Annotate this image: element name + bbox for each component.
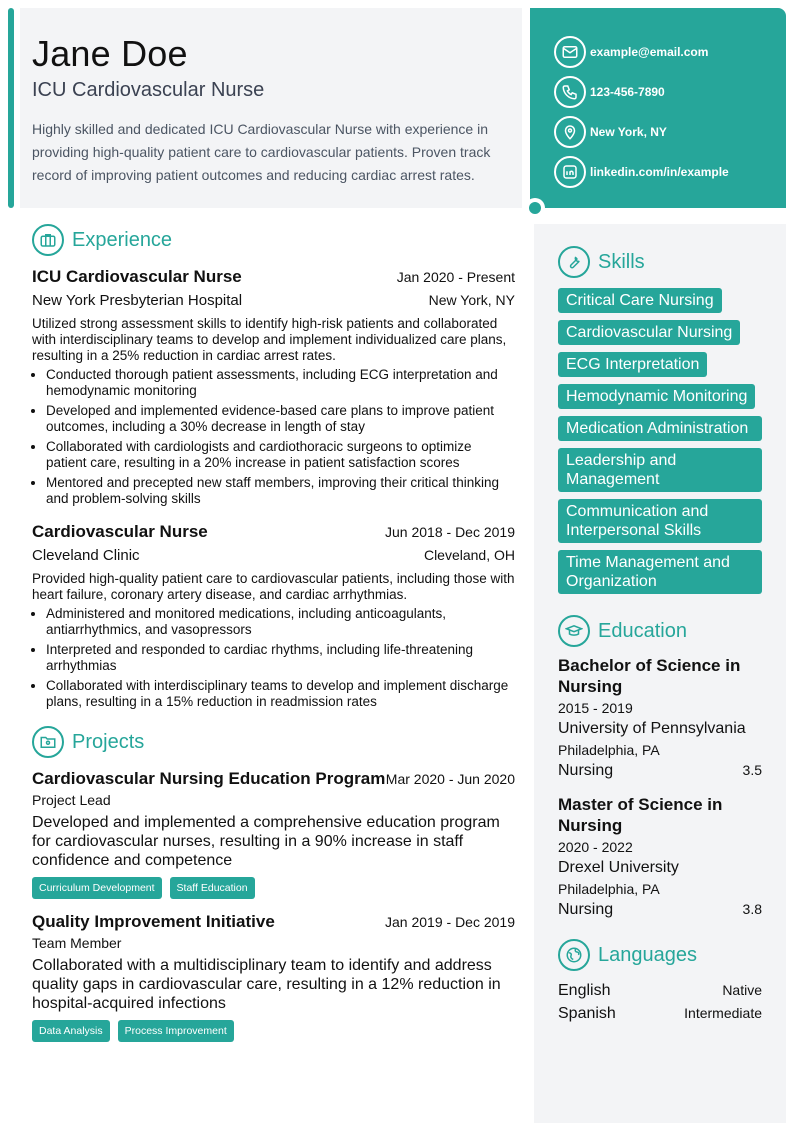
skill-tag: Time Management and Organization (558, 550, 762, 594)
degree: Bachelor of Science in Nursing (558, 656, 741, 696)
project-entry (32, 911, 515, 1042)
gpa: 3.8 (742, 901, 762, 917)
edu-years: 2015 - 2019 (558, 700, 633, 716)
contact-linkedin[interactable] (554, 152, 786, 192)
project-tags (32, 877, 515, 899)
skill-tag: Cardiovascular Nursing (558, 320, 740, 345)
folder-icon (32, 726, 64, 758)
project-title: Quality Improvement Initiative (32, 912, 275, 931)
project-tags (32, 1020, 515, 1042)
school-city: Philadelphia, PA (558, 881, 660, 897)
projects-heading (32, 726, 515, 758)
job-location: New York, NY (428, 292, 515, 308)
school-city: Philadelphia, PA (558, 742, 660, 758)
decorative-dot (525, 198, 545, 218)
skills-title: Skills (598, 250, 645, 273)
language-level: Intermediate (684, 1005, 762, 1021)
job-bullet: • Collaborated with interdisciplinary teams to develop and implement discharge plans, resulting in a 15% reduction in readmission rates (46, 678, 515, 710)
phone-icon (554, 76, 586, 108)
job-description: Provided high-quality patient care to cardiovascular patients, including those with heart failure, coronary artery disease, and cardiac arrhythmias. (32, 571, 515, 602)
main-column (32, 224, 515, 1042)
edu-years: 2020 - 2022 (558, 839, 633, 855)
project-tag: Data Analysis (32, 1020, 110, 1042)
skill-tag: Hemodynamic Monitoring (558, 384, 755, 409)
job-dates: Jun 2018 - Dec 2019 (385, 524, 515, 540)
sidebar (534, 224, 786, 1123)
job-company: New York Presbyterian Hospital (32, 292, 243, 309)
experience-title: Experience (72, 228, 173, 251)
job-bullets (32, 367, 515, 507)
candidate-title: ICU Cardiovascular Nurse (32, 79, 265, 101)
job-company: Cleveland Clinic (32, 547, 140, 564)
job-entry (32, 521, 515, 710)
project-tag: Staff Education (170, 877, 255, 899)
job-entry (32, 266, 515, 507)
skill-tag: Leadership and Management (558, 448, 762, 492)
map-pin-icon (554, 116, 586, 148)
language-name: Spanish (558, 1005, 616, 1022)
contact-panel (530, 8, 786, 208)
project-title: Cardiovascular Nursing Education Program (32, 769, 386, 788)
summary: Highly skilled and dedicated ICU Cardiovascular Nurse with experience in providing high-quality patient care to cardiovascular patients. Proven track record of improving patient outcomes and reducing cardiac arrest rates. (32, 121, 491, 183)
project-role: Project Lead (32, 792, 111, 808)
gpa: 3.5 (742, 762, 762, 778)
contact-location (554, 112, 786, 152)
linkedin-icon (554, 156, 586, 188)
project-dates: Mar 2020 - Jun 2020 (385, 771, 515, 787)
project-entry (32, 768, 515, 899)
language-level: Native (722, 982, 762, 998)
projects-title: Projects (72, 730, 145, 753)
job-title: ICU Cardiovascular Nurse (32, 267, 242, 286)
project-description: Collaborated with a multidisciplinary team to identify and address quality gaps in cardiovascular care, resulting in a 12% reduction in hospital-acquired infections (32, 957, 501, 1012)
languages-heading (558, 939, 762, 971)
job-bullets (32, 606, 515, 710)
email-text: example@email.com (590, 45, 709, 59)
project-dates: Jan 2019 - Dec 2019 (385, 914, 515, 930)
language-list (558, 979, 762, 1025)
contact-phone[interactable] (554, 72, 786, 112)
education-heading (558, 615, 762, 647)
school: University of Pennsylvania (558, 720, 746, 737)
job-bullet: • Administered and monitored medications, including anticoagulants, antiarrhythmics, and vasopressors (46, 606, 515, 638)
briefcase-icon (32, 224, 64, 256)
language-name: English (558, 982, 611, 999)
skill-tag: Critical Care Nursing (558, 288, 722, 313)
project-role: Team Member (32, 935, 122, 951)
job-bullet: • Collaborated with cardiologists and cardiothoracic surgeons to optimize patient care, resulting in a 20% increase in patient satisfaction scores (46, 439, 515, 471)
field-of-study: Nursing (558, 901, 614, 918)
language-item (558, 1002, 762, 1025)
graduation-cap-icon (558, 615, 590, 647)
skills-heading (558, 246, 762, 278)
language-item (558, 979, 762, 1002)
candidate-name: Jane Doe (32, 33, 188, 74)
contact-email[interactable] (554, 32, 786, 72)
languages-title: Languages (598, 943, 697, 966)
field-of-study: Nursing (558, 762, 614, 779)
degree: Master of Science in Nursing (558, 795, 723, 835)
job-bullet: • Interpreted and responded to cardiac rhythms, including life-threatening arrhythmias (46, 642, 515, 674)
education-entry (558, 655, 762, 782)
project-tag: Process Improvement (118, 1020, 234, 1042)
header (20, 8, 522, 208)
job-bullet: • Mentored and precepted new staff members, improving their critical thinking and problem-solving skills (46, 475, 515, 507)
accent-bar (8, 8, 14, 208)
job-dates: Jan 2020 - Present (396, 269, 515, 285)
experience-heading (32, 224, 515, 256)
linkedin-text: linkedin.com/in/example (590, 165, 729, 179)
education-title: Education (598, 619, 687, 642)
phone-text: 123-456-7890 (590, 85, 665, 99)
globe-icon (558, 939, 590, 971)
project-tag: Curriculum Development (32, 877, 162, 899)
skill-tag: Communication and Interpersonal Skills (558, 499, 762, 543)
project-description: Developed and implemented a comprehensive education program for cardiovascular nurses, resulting in a 90% increase in staff confidence and competence (32, 814, 500, 869)
skill-tag: Medication Administration (558, 416, 762, 441)
skill-tag: ECG Interpretation (558, 352, 707, 377)
job-bullet: • Developed and implemented evidence-based care plans to improve patient outcomes, including a 30% decrease in length of stay (46, 403, 515, 435)
wrench-icon (558, 246, 590, 278)
school: Drexel University (558, 859, 679, 876)
education-entry (558, 794, 762, 921)
job-location: Cleveland, OH (423, 547, 515, 563)
job-bullet: • Conducted thorough patient assessments, including ECG interpretation and hemodynamic monitoring (46, 367, 515, 399)
job-title: Cardiovascular Nurse (32, 522, 208, 541)
job-description: Utilized strong assessment skills to identify high-risk patients and collaborated with interdisciplinary teams to develop and implement individualized care plans, resulting in a 25% reduction in cardiac arrest rates. (32, 316, 507, 363)
mail-icon (554, 36, 586, 68)
skill-list (558, 288, 762, 601)
location-text: New York, NY (590, 125, 667, 139)
